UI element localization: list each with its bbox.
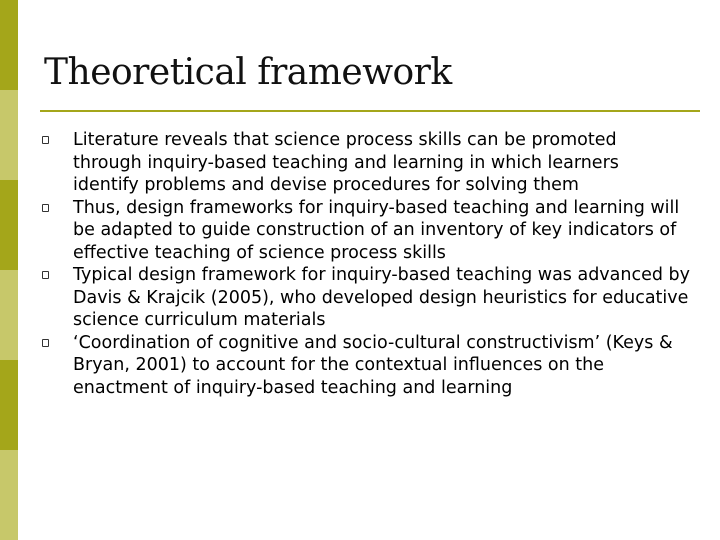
accent-bar-segment	[0, 450, 18, 540]
bullet-text: Typical design framework for inquiry-based teaching was advanced by Davis & Krajcik (2005), who developed design heuristics for educative science curriculum materials	[73, 265, 691, 330]
square-bullet-icon	[42, 136, 49, 144]
bullet-list	[40, 129, 690, 399]
accent-bar-segment	[0, 270, 18, 360]
bullet-text: ‘Coordination of cognitive and socio-cultural constructivism’ (Keys & Bryan, 2001) to account for the contextual influences on the enactment of inquiry-based teaching and learning	[73, 332, 673, 398]
square-bullet-icon	[42, 339, 49, 347]
bullet-item	[40, 129, 690, 197]
square-bullet-icon	[42, 271, 49, 279]
accent-bar-segment	[0, 90, 18, 180]
bullet-item	[40, 332, 690, 400]
title-underline	[40, 110, 700, 112]
bullet-item	[40, 197, 690, 265]
bullet-text: Thus, design frameworks for inquiry-based teaching and learning will be adapted to guide construction of an inventory of key indicators of effective teaching of science process skills	[73, 197, 680, 263]
square-bullet-icon	[42, 204, 49, 212]
left-accent-bar	[0, 0, 18, 540]
bullet-item	[40, 264, 690, 332]
bullet-text: Literature reveals that science process skills can be promoted through inquiry-based teaching and learning in which learners identify problems and devise procedures for solving them	[73, 130, 619, 195]
slide-title: Theoretical framework	[44, 52, 452, 93]
